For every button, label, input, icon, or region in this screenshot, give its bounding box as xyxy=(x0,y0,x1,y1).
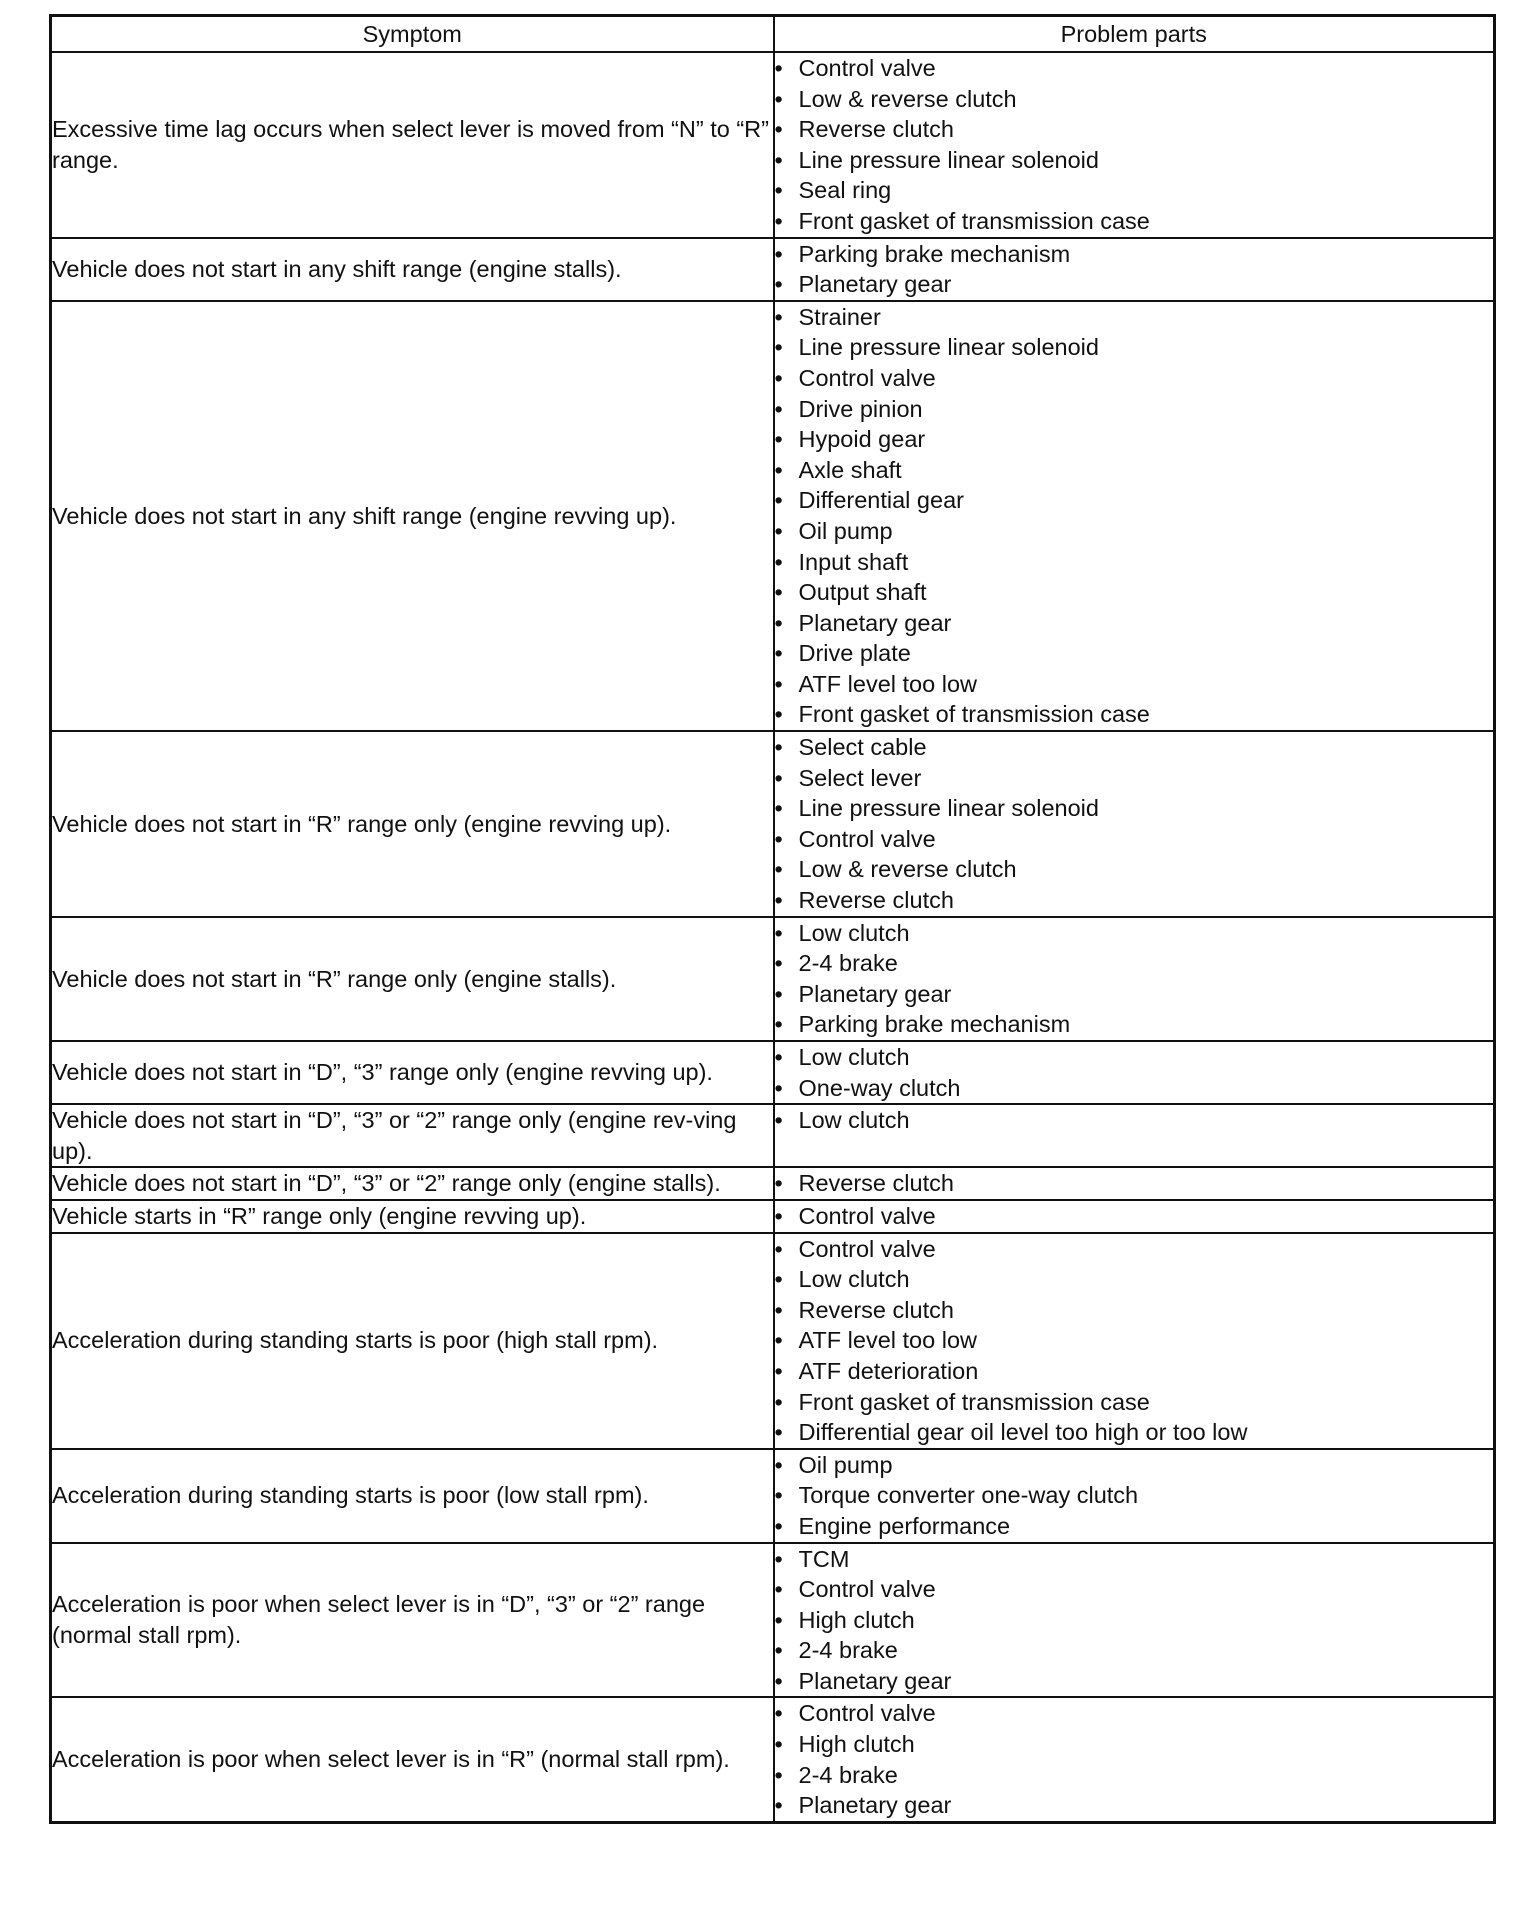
list-item xyxy=(775,424,1494,455)
problem-part-text: Select lever xyxy=(798,764,922,791)
problem-part-text: Planetary gear xyxy=(798,271,952,298)
list-item xyxy=(775,918,1494,949)
bullet-icon: • xyxy=(774,426,783,453)
problem-parts-cell xyxy=(774,1167,1495,1200)
problem-parts-list xyxy=(775,1544,1494,1697)
problem-parts-header: Problem parts xyxy=(774,16,1495,53)
bullet-icon: • xyxy=(774,1327,783,1354)
problem-part-text: Reverse clutch xyxy=(798,1296,954,1323)
problem-parts-list xyxy=(775,302,1494,730)
bullet-icon: • xyxy=(774,334,783,361)
list-item xyxy=(775,577,1494,608)
problem-part-text: Front gasket of transmission case xyxy=(798,701,1150,728)
list-item xyxy=(775,948,1494,979)
list-item xyxy=(775,1105,1494,1136)
symptom-cell: Excessive time lag occurs when select lever is moved from “N” to “R” range. xyxy=(51,52,774,238)
problem-part-text: Control valve xyxy=(798,1202,936,1229)
list-item xyxy=(775,1042,1494,1073)
problem-part-text: Axle shaft xyxy=(798,456,902,483)
problem-part-text: Parking brake mechanism xyxy=(798,1011,1071,1038)
problem-part-text: Low clutch xyxy=(798,919,910,946)
list-item xyxy=(775,363,1494,394)
problem-parts-list xyxy=(775,1042,1494,1103)
bullet-icon: • xyxy=(774,1266,783,1293)
problem-part-text: Planetary gear xyxy=(798,609,952,636)
list-item xyxy=(775,1511,1494,1542)
bullet-icon: • xyxy=(774,146,783,173)
table-row xyxy=(51,731,1495,917)
bullet-icon: • xyxy=(774,919,783,946)
bullet-icon: • xyxy=(774,670,783,697)
table-row xyxy=(51,1167,1495,1200)
bullet-icon: • xyxy=(774,303,783,330)
problem-part-text: Front gasket of transmission case xyxy=(798,1388,1150,1415)
list-item xyxy=(775,1574,1494,1605)
table-row xyxy=(51,1104,1495,1167)
list-item xyxy=(775,1666,1494,1697)
bullet-icon: • xyxy=(774,1512,783,1539)
table-row xyxy=(51,1041,1495,1104)
list-item xyxy=(775,1073,1494,1104)
list-item xyxy=(775,1790,1494,1821)
symptom-cell: Vehicle does not start in “D”, “3” or “2” range only (engine rev-ving up). xyxy=(51,1104,774,1167)
list-item xyxy=(775,547,1494,578)
table-row xyxy=(51,1543,1495,1698)
problem-parts-cell xyxy=(774,1233,1495,1449)
bullet-icon: • xyxy=(774,1451,783,1478)
bullet-icon: • xyxy=(774,1637,783,1664)
problem-part-text: Planetary gear xyxy=(798,980,952,1007)
list-item xyxy=(775,1729,1494,1760)
problem-part-text: ATF level too low xyxy=(798,670,977,697)
problem-parts-cell xyxy=(774,1543,1495,1698)
problem-part-text: Engine performance xyxy=(798,1512,1011,1539)
table-row xyxy=(51,301,1495,731)
problem-part-text: Low & reverse clutch xyxy=(798,856,1017,883)
problem-part-text: Reverse clutch xyxy=(798,1170,954,1197)
bullet-icon: • xyxy=(774,980,783,1007)
problem-part-text: Differential gear oil level too high or too low xyxy=(798,1419,1248,1446)
problem-part-text: One-way clutch xyxy=(798,1074,961,1101)
bullet-icon: • xyxy=(774,1170,783,1197)
bullet-icon: • xyxy=(774,85,783,112)
problem-part-text: Drive plate xyxy=(798,640,911,667)
list-item xyxy=(775,793,1494,824)
problem-part-text: Control valve xyxy=(798,55,936,81)
problem-part-text: Front gasket of transmission case xyxy=(798,207,1150,234)
problem-part-text: Low clutch xyxy=(798,1266,910,1293)
bullet-icon: • xyxy=(774,579,783,606)
bullet-icon: • xyxy=(774,795,783,822)
bullet-icon: • xyxy=(774,487,783,514)
symptom-cell: Vehicle does not start in any shift range (engine revving up). xyxy=(51,301,774,731)
problem-parts-cell xyxy=(774,238,1495,301)
symptom-cell: Acceleration during standing starts is poor (high stall rpm). xyxy=(51,1233,774,1449)
bullet-icon: • xyxy=(774,1074,783,1101)
bullet-icon: • xyxy=(774,1545,783,1572)
problem-part-text: 2-4 brake xyxy=(798,1761,898,1788)
table-row xyxy=(51,1233,1495,1449)
problem-part-text: Seal ring xyxy=(798,177,892,204)
bullet-icon: • xyxy=(774,1576,783,1603)
bullet-icon: • xyxy=(774,1011,783,1038)
bullet-icon: • xyxy=(774,456,783,483)
bullet-icon: • xyxy=(774,1419,783,1446)
problem-part-text: Control valve xyxy=(798,1700,936,1727)
bullet-icon: • xyxy=(774,271,783,298)
list-item xyxy=(775,145,1494,176)
bullet-icon: • xyxy=(774,1388,783,1415)
problem-part-text: Differential gear xyxy=(798,487,964,514)
list-item xyxy=(775,824,1494,855)
symptom-cell: Acceleration is poor when select lever is in “D”, “3” or “2” range (normal stall rpm). xyxy=(51,1543,774,1698)
table-row xyxy=(51,1200,1495,1233)
list-item xyxy=(775,206,1494,237)
bullet-icon: • xyxy=(774,1482,783,1509)
symptom-cell: Vehicle does not start in “R” range only (engine stalls). xyxy=(51,917,774,1041)
problem-part-text: Output shaft xyxy=(798,579,927,606)
problem-parts-cell xyxy=(774,52,1495,238)
problem-part-text: 2-4 brake xyxy=(798,950,898,977)
problem-part-text: ATF deterioration xyxy=(798,1357,979,1384)
problem-part-text: Hypoid gear xyxy=(798,426,926,453)
list-item xyxy=(775,1387,1494,1418)
problem-part-text: Line pressure linear solenoid xyxy=(798,334,1099,361)
problem-part-text: Line pressure linear solenoid xyxy=(798,795,1099,822)
list-item xyxy=(775,1544,1494,1575)
problem-part-text: Line pressure linear solenoid xyxy=(798,146,1099,173)
table-row xyxy=(51,238,1495,301)
list-item xyxy=(775,638,1494,669)
list-item xyxy=(775,669,1494,700)
problem-parts-cell xyxy=(774,731,1495,917)
problem-part-text: Drive pinion xyxy=(798,395,923,422)
problem-parts-list xyxy=(775,1201,1494,1232)
list-item xyxy=(775,84,1494,115)
problem-part-text: Control valve xyxy=(798,1576,936,1603)
list-item xyxy=(775,1201,1494,1232)
problem-part-text: Oil pump xyxy=(798,517,893,544)
problem-parts-list xyxy=(775,918,1494,1040)
list-item xyxy=(775,302,1494,333)
problem-part-text: High clutch xyxy=(798,1731,915,1758)
table-body xyxy=(51,52,1495,1822)
problem-part-text: High clutch xyxy=(798,1606,915,1633)
table-row xyxy=(51,52,1495,238)
bullet-icon: • xyxy=(774,207,783,234)
problem-parts-list xyxy=(775,1105,1494,1136)
bullet-icon: • xyxy=(774,1357,783,1384)
symptom-cell: Vehicle does not start in “D”, “3” or “2” range only (engine stalls). xyxy=(51,1167,774,1200)
problem-part-text: Torque converter one-way clutch xyxy=(798,1482,1139,1509)
problem-part-text: Parking brake mechanism xyxy=(798,240,1071,267)
bullet-icon: • xyxy=(774,825,783,852)
list-item xyxy=(775,455,1494,486)
bullet-icon: • xyxy=(774,887,783,914)
list-item xyxy=(775,699,1494,730)
bullet-icon: • xyxy=(774,734,783,761)
list-item xyxy=(775,1356,1494,1387)
problem-part-text: Oil pump xyxy=(798,1451,893,1478)
table-row xyxy=(51,1697,1495,1822)
bullet-icon: • xyxy=(774,609,783,636)
problem-part-text: Planetary gear xyxy=(798,1792,952,1819)
list-item xyxy=(775,608,1494,639)
list-item xyxy=(775,1009,1494,1040)
symptom-cell: Acceleration is poor when select lever is in “R” (normal stall rpm). xyxy=(51,1697,774,1822)
problem-parts-cell xyxy=(774,1200,1495,1233)
list-item xyxy=(775,332,1494,363)
bullet-icon: • xyxy=(774,1700,783,1727)
problem-parts-list xyxy=(775,732,1494,916)
list-item xyxy=(775,1480,1494,1511)
bullet-icon: • xyxy=(774,856,783,883)
problem-part-text: Low clutch xyxy=(798,1107,910,1134)
list-item xyxy=(775,1450,1494,1481)
bullet-icon: • xyxy=(774,1296,783,1323)
symptom-cell: Acceleration during standing starts is poor (low stall rpm). xyxy=(51,1449,774,1543)
list-item xyxy=(775,1605,1494,1636)
bullet-icon: • xyxy=(774,950,783,977)
bullet-icon: • xyxy=(774,1667,783,1694)
problem-parts-cell xyxy=(774,301,1495,731)
bullet-icon: • xyxy=(774,701,783,728)
symptom-cell: Vehicle does not start in “R” range only (engine revving up). xyxy=(51,731,774,917)
problem-part-text: Reverse clutch xyxy=(798,887,954,914)
list-item xyxy=(775,1295,1494,1326)
bullet-icon: • xyxy=(774,1792,783,1819)
bullet-icon: • xyxy=(774,240,783,267)
bullet-icon: • xyxy=(774,517,783,544)
table-row xyxy=(51,917,1495,1041)
list-item xyxy=(775,516,1494,547)
problem-part-text: Reverse clutch xyxy=(798,116,954,143)
list-item xyxy=(775,114,1494,145)
list-item xyxy=(775,732,1494,763)
table-row xyxy=(51,1449,1495,1543)
symptom-cell: Vehicle does not start in any shift range (engine stalls). xyxy=(51,238,774,301)
problem-part-text: Control valve xyxy=(798,825,936,852)
symptom-cell: Vehicle does not start in “D”, “3” range only (engine revving up). xyxy=(51,1041,774,1104)
bullet-icon: • xyxy=(774,1235,783,1262)
list-item xyxy=(775,1234,1494,1265)
problem-parts-list xyxy=(775,1168,1494,1199)
list-item xyxy=(775,485,1494,516)
problem-parts-cell xyxy=(774,917,1495,1041)
list-item xyxy=(775,1698,1494,1729)
symptom-cell: Vehicle starts in “R” range only (engine revving up). xyxy=(51,1200,774,1233)
list-item xyxy=(775,885,1494,916)
bullet-icon: • xyxy=(774,177,783,204)
problem-parts-cell xyxy=(774,1697,1495,1822)
problem-part-text: Input shaft xyxy=(798,548,909,575)
list-item xyxy=(775,1635,1494,1666)
problem-parts-cell xyxy=(774,1449,1495,1543)
document-page xyxy=(49,14,1493,1824)
bullet-icon: • xyxy=(774,116,783,143)
list-item xyxy=(775,763,1494,794)
list-item xyxy=(775,269,1494,300)
bullet-icon: • xyxy=(774,1202,783,1229)
bullet-icon: • xyxy=(774,548,783,575)
bullet-icon: • xyxy=(774,1731,783,1758)
problem-part-text: ATF level too low xyxy=(798,1327,977,1354)
bullet-icon: • xyxy=(774,364,783,391)
problem-part-text: TCM xyxy=(798,1545,850,1572)
problem-part-text: Planetary gear xyxy=(798,1667,952,1694)
problem-parts-list xyxy=(775,53,1494,237)
bullet-icon: • xyxy=(774,1044,783,1070)
problem-parts-list xyxy=(775,1234,1494,1448)
problem-part-text: Control valve xyxy=(798,364,936,391)
list-item xyxy=(775,53,1494,84)
problem-part-text: Control valve xyxy=(798,1235,936,1262)
problem-parts-cell xyxy=(774,1104,1495,1167)
bullet-icon: • xyxy=(774,764,783,791)
header-row xyxy=(51,16,1495,53)
problem-part-text: Low & reverse clutch xyxy=(798,85,1017,112)
bullet-icon: • xyxy=(774,55,783,81)
problem-part-text: Select cable xyxy=(798,734,927,761)
bullet-icon: • xyxy=(774,1107,783,1134)
list-item xyxy=(775,854,1494,885)
list-item xyxy=(775,1417,1494,1448)
problem-parts-list xyxy=(775,239,1494,300)
list-item xyxy=(775,175,1494,206)
symptom-table xyxy=(49,14,1496,1824)
problem-parts-cell xyxy=(774,1041,1495,1104)
bullet-icon: • xyxy=(774,640,783,667)
list-item xyxy=(775,1760,1494,1791)
problem-part-text: 2-4 brake xyxy=(798,1637,898,1664)
bullet-icon: • xyxy=(774,395,783,422)
list-item xyxy=(775,1264,1494,1295)
problem-parts-list xyxy=(775,1450,1494,1542)
problem-parts-list xyxy=(775,1698,1494,1820)
bullet-icon: • xyxy=(774,1761,783,1788)
problem-part-text: Low clutch xyxy=(798,1044,910,1070)
list-item xyxy=(775,1325,1494,1356)
symptom-header: Symptom xyxy=(51,16,774,53)
list-item xyxy=(775,394,1494,425)
bullet-icon: • xyxy=(774,1606,783,1633)
list-item xyxy=(775,979,1494,1010)
problem-part-text: Strainer xyxy=(798,303,881,330)
list-item xyxy=(775,239,1494,270)
list-item xyxy=(775,1168,1494,1199)
